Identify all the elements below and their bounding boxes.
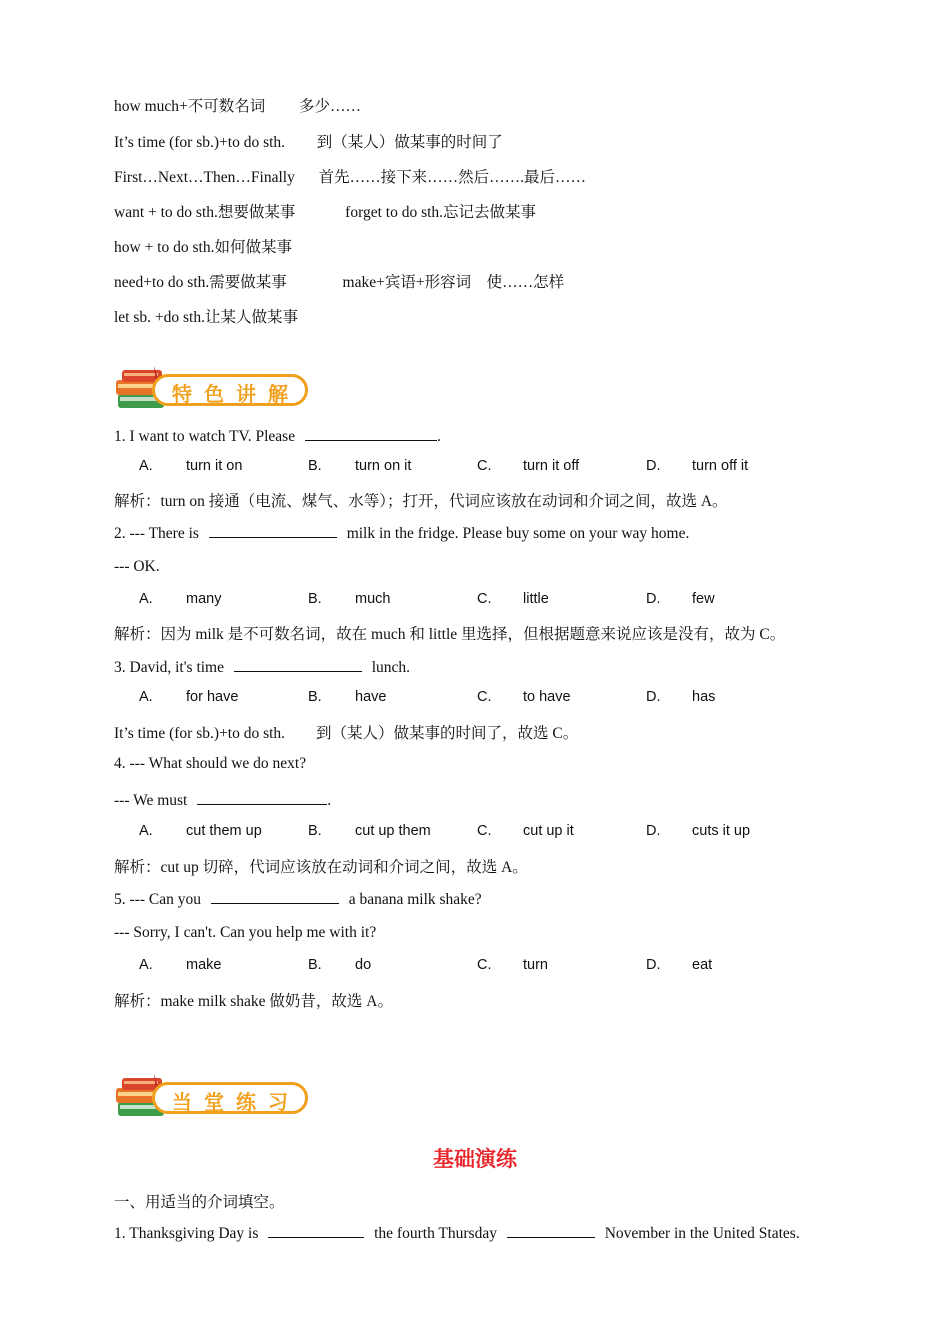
option-letter-c: C. — [477, 823, 492, 839]
option-letter-d: D. — [646, 957, 661, 973]
q4-stem — [114, 790, 331, 810]
option-letter-d: D. — [646, 823, 661, 839]
section-title: 基础演练 — [433, 1147, 517, 1171]
q2-reply: --- OK. — [114, 558, 160, 575]
option-letter-c: C. — [477, 689, 492, 705]
option-letter-d: D. — [646, 591, 661, 607]
q2-option-b: much — [355, 591, 391, 607]
item1-text-c: November in the United States. — [604, 1225, 800, 1242]
option-letter-c: C. — [477, 957, 492, 973]
option-letter-a: A. — [139, 823, 153, 839]
intro-phrase: how + to do sth.如何做某事 — [114, 239, 292, 256]
item1-blank-2 — [507, 1223, 595, 1238]
item1-text-b: the fourth Thursday — [374, 1225, 497, 1242]
q3-text-after: lunch. — [371, 659, 411, 676]
q4-option-a: cut them up — [186, 823, 262, 839]
q1-option-c: turn it off — [523, 458, 580, 474]
q4-text-after: . — [327, 792, 332, 809]
q4-option-c: cut up it — [523, 823, 574, 839]
intro-phrase: want + to do sth.想要做某事 — [114, 204, 296, 221]
q1-text-after: . — [436, 428, 441, 445]
intro-phrase: how much+不可数名词 — [114, 98, 266, 115]
q5-option-b: do — [355, 957, 372, 973]
q2-stem — [114, 523, 689, 543]
option-letter-d: D. — [646, 689, 661, 705]
q2-option-c: little — [523, 591, 549, 607]
q1-analysis: 解析：turn on 接通（电流、煤气、水等）；打开，代词应该放在动词和介词之间，故选 A。 — [114, 493, 728, 510]
q1-option-a: turn it on — [186, 458, 243, 474]
q2-text-before: 2. --- There is — [114, 525, 199, 542]
banner-feature-explanation — [114, 364, 314, 420]
option-letter-b: B. — [308, 591, 322, 607]
intro-phrase: First…Next…Then…Finally — [114, 169, 295, 186]
q1-stem — [114, 426, 441, 446]
q1-option-d: turn off it — [692, 458, 749, 474]
q3-option-c: to have — [523, 689, 571, 705]
q3-option-b: have — [355, 689, 387, 705]
q3-text-before: 3. David, it's time — [114, 659, 224, 676]
q3-blank — [234, 657, 362, 672]
intro-line-6 — [114, 270, 564, 292]
option-letter-c: C. — [477, 591, 492, 607]
option-letter-b: B. — [308, 458, 322, 474]
q5-stem — [114, 889, 482, 909]
q3-analysis: It’s time (for sb.)+to do sth. 到（某人）做某事的时间了，故选 C。 — [114, 725, 579, 742]
q2-option-d: few — [692, 591, 715, 607]
q4-analysis: 解析：cut up 切碎，代词应该放在动词和介词之间，故选 A。 — [114, 859, 528, 876]
option-letter-a: A. — [139, 689, 153, 705]
q3-option-d: has — [692, 689, 716, 705]
option-letter-a: A. — [139, 591, 153, 607]
q4-option-b: cut up them — [355, 823, 431, 839]
intro-line-4 — [114, 200, 536, 222]
option-letter-b: B. — [308, 957, 322, 973]
q5-blank — [211, 889, 339, 904]
intro-phrase: let sb. +do sth.让某人做某事 — [114, 309, 298, 326]
q5-option-d: eat — [692, 957, 713, 973]
intro-line-5 — [114, 235, 292, 257]
q2-text-after: milk in the fridge. Please buy some on your way home. — [346, 525, 690, 542]
intro-line-7 — [114, 305, 298, 327]
q1-blank — [305, 426, 437, 441]
q5-text-after: a banana milk shake? — [348, 891, 482, 908]
intro-meaning: forget to do sth.忘记去做某事 — [345, 204, 537, 221]
intro-meaning: 多少…… — [299, 98, 362, 115]
banner-label: 特色讲解 — [172, 382, 300, 406]
intro-meaning: make+宾语+形容词 使……怎样 — [342, 274, 565, 291]
q5-option-c: turn — [523, 957, 548, 973]
option-letter-c: C. — [477, 458, 492, 474]
option-letter-d: D. — [646, 458, 661, 474]
q4-text-before: --- We must — [114, 792, 188, 809]
item1-text-a: 1. Thanksgiving Day is — [114, 1225, 259, 1242]
section-instruction: 一、用适当的介词填空。 — [114, 1194, 285, 1211]
q5-text-before: 5. --- Can you — [114, 891, 201, 908]
intro-phrase: It’s time (for sb.)+to do sth. — [114, 134, 286, 151]
q5-reply: --- Sorry, I can't. Can you help me with it? — [114, 924, 377, 941]
option-letter-b: B. — [308, 823, 322, 839]
q3-stem — [114, 657, 410, 677]
option-letter-a: A. — [139, 957, 153, 973]
q4-question: 4. --- What should we do next? — [114, 755, 307, 772]
intro-meaning: 到（某人）做某事的时间了 — [316, 134, 503, 151]
q4-option-d: cuts it up — [692, 823, 751, 839]
intro-meaning: 首先……接下来……然后…….最后…… — [318, 169, 586, 186]
item1-blank-1 — [268, 1223, 364, 1238]
q2-blank — [209, 523, 337, 538]
q1-text-before: 1. I want to watch TV. Please — [114, 428, 296, 445]
intro-line-1 — [114, 94, 361, 116]
q2-analysis: 解析：因为 milk 是不可数名词，故在 much 和 little 里选择，但根据题意来说应该是没有，故为 C。 — [114, 626, 786, 643]
q5-option-a: make — [186, 957, 222, 973]
q3-option-a: for have — [186, 689, 239, 705]
q2-option-a: many — [186, 591, 222, 607]
banner-label: 当堂练习 — [172, 1090, 300, 1114]
intro-line-3 — [114, 165, 586, 187]
banner-classroom-practice — [114, 1072, 314, 1128]
q4-blank — [197, 790, 327, 805]
section-item-1 — [114, 1223, 800, 1243]
intro-phrase: need+to do sth.需要做某事 — [114, 274, 287, 291]
option-letter-b: B. — [308, 689, 322, 705]
q5-analysis: 解析：make milk shake 做奶昔，故选 A。 — [114, 993, 393, 1010]
option-letter-a: A. — [139, 458, 153, 474]
intro-line-2 — [114, 130, 503, 152]
q1-option-b: turn on it — [355, 458, 412, 474]
